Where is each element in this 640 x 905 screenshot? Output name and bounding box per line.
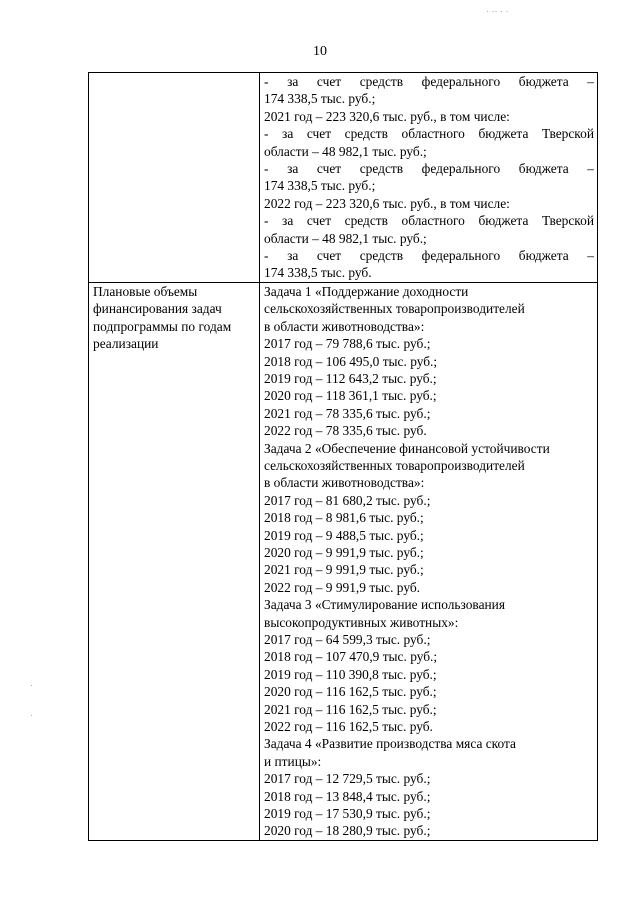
text-line: - за счет средств областного бюджета Тверской xyxy=(264,213,594,229)
scan-artifact-mark: · ·· · · xyxy=(486,6,509,16)
text-line: 2022 год – 116 162,5 тыс. руб. xyxy=(264,719,433,735)
scan-artifact-mark: · xyxy=(30,710,33,720)
row2-left-cell xyxy=(89,282,260,840)
text-line: и птицы»: xyxy=(264,753,322,769)
text-line: - за счет средств федерального бюджета – xyxy=(264,161,594,177)
page-number: 10 xyxy=(313,44,327,59)
row1-right-text xyxy=(264,73,594,282)
text-line: высокопродуктивных животных»: xyxy=(264,614,459,630)
financing-table xyxy=(88,72,598,841)
text-line: 2020 год – 9 991,9 тыс. руб.; xyxy=(264,544,424,560)
row2-right-cell xyxy=(260,282,598,840)
text-line: 2020 год – 118 361,1 тыс. руб.; xyxy=(264,388,437,404)
table-row xyxy=(89,282,598,840)
row2-right-text xyxy=(264,283,594,840)
text-line: 2021 год – 223 320,6 тыс. руб., в том числе: xyxy=(264,108,510,124)
text-line: Задача 1 «Поддержание доходности xyxy=(264,283,469,299)
text-line: в области животноводства»: xyxy=(264,475,425,491)
text-line: области – 48 982,1 тыс. руб.; xyxy=(264,143,427,159)
text-line: Задача 2 «Обеспечение финансовой устойчивости xyxy=(264,440,550,456)
text-line: подпрограммы по годам xyxy=(93,318,232,334)
text-line: Задача 4 «Развитие производства мяса скота xyxy=(264,736,516,752)
text-line: 2021 год – 116 162,5 тыс. руб.; xyxy=(264,701,437,717)
table-row xyxy=(89,73,598,283)
text-line: 2018 год – 8 981,6 тыс. руб.; xyxy=(264,510,424,526)
text-line: 2018 год – 107 470,9 тыс. руб.; xyxy=(264,649,438,665)
text-line: 2019 год – 112 643,2 тыс. руб.; xyxy=(264,370,437,386)
text-line: 2021 год – 9 991,9 тыс. руб.; xyxy=(264,562,424,578)
text-line: 2017 год – 81 680,2 тыс. руб.; xyxy=(264,492,431,508)
text-line: 2022 год – 9 991,9 тыс. руб. xyxy=(264,579,421,595)
text-line: 2018 год – 13 848,4 тыс. руб.; xyxy=(264,788,431,804)
text-line: Плановые объемы xyxy=(93,283,198,299)
text-line: 2017 год – 12 729,5 тыс. руб.; xyxy=(264,771,431,787)
text-line: 2017 год – 64 599,3 тыс. руб.; xyxy=(264,632,431,647)
row1-left-cell xyxy=(89,73,260,283)
text-line: 174 338,5 тыс. руб.; xyxy=(264,91,376,107)
text-line: - за счет средств федерального бюджета – xyxy=(264,74,594,89)
text-line: 2019 год – 17 530,9 тыс. руб.; xyxy=(264,806,431,822)
text-line: финансирования задач xyxy=(93,301,222,317)
text-line: 174 338,5 тыс. руб.; xyxy=(264,178,376,194)
text-line: 2018 год – 106 495,0 тыс. руб.; xyxy=(264,353,438,369)
text-line: 2022 год – 78 335,6 тыс. руб. xyxy=(264,423,427,439)
text-line: - за счет средств федерального бюджета – xyxy=(264,248,594,264)
text-line: - за счет средств областного бюджета Тверской xyxy=(264,126,594,142)
text-line: 2017 год – 79 788,6 тыс. руб.; xyxy=(264,336,431,352)
text-line: реализации xyxy=(93,336,159,352)
text-line: 2021 год – 78 335,6 тыс. руб.; xyxy=(264,405,431,421)
row2-left-text xyxy=(93,283,256,353)
text-line: сельскохозяйственных товаропроизводителей xyxy=(264,457,525,473)
text-line: в области животноводства»: xyxy=(264,318,425,334)
text-line: 2020 год – 18 280,9 тыс. руб.; xyxy=(264,823,431,839)
text-line: 2020 год – 116 162,5 тыс. руб.; xyxy=(264,684,437,700)
text-line: сельскохозяйственных товаропроизводителей xyxy=(264,301,525,317)
text-line: 2019 год – 110 390,8 тыс. руб.; xyxy=(264,666,437,682)
text-line: области – 48 982,1 тыс. руб.; xyxy=(264,230,427,246)
row1-right-cell xyxy=(260,73,598,283)
scan-artifact-mark: · xyxy=(30,680,33,690)
text-line: 2022 год – 223 320,6 тыс. руб., в том числе: xyxy=(264,195,510,211)
text-line: 174 338,5 тыс. руб. xyxy=(264,265,372,281)
text-line: 2019 год – 9 488,5 тыс. руб.; xyxy=(264,527,424,543)
text-line: Задача 3 «Стимулирование использования xyxy=(264,597,506,613)
